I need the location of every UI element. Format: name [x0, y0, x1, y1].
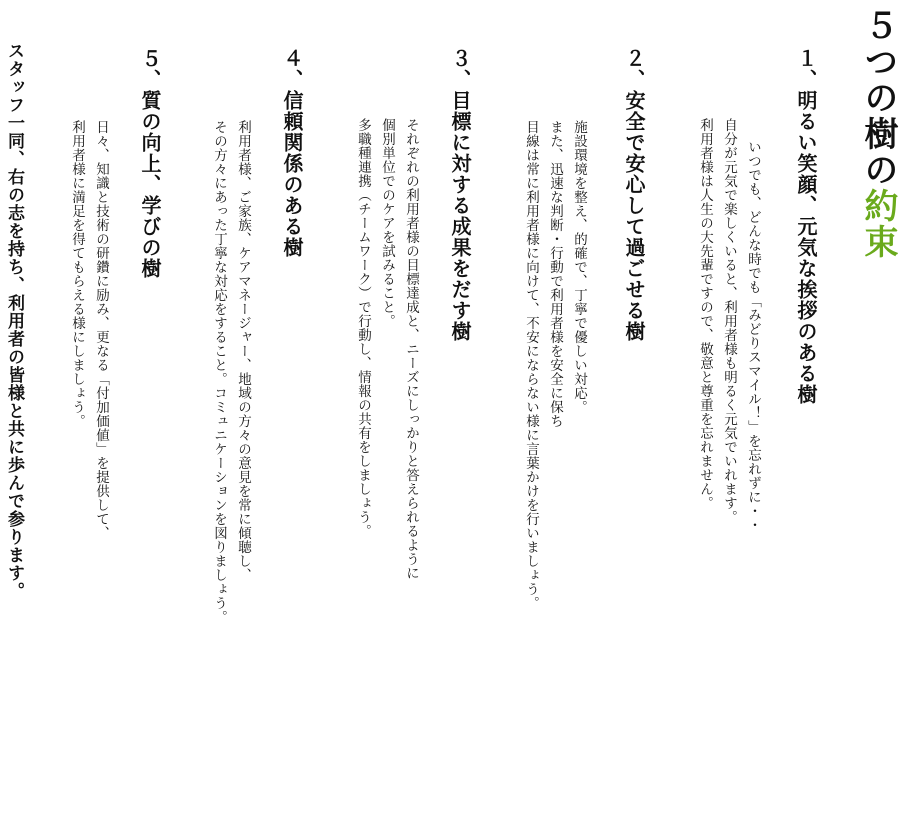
section-3-line-1: それぞれの利用者様の目標達成と、ニーズにしっかりと答えられるように: [403, 118, 419, 580]
section-4-heading: ４、信頼関係のある樹: [280, 48, 304, 258]
section-2-line-3: 目線は常に利用者様に向けて、不安にならない様に言葉かけを行いましょう。: [523, 120, 539, 610]
section-5-heading: ５、質の向上、学びの樹: [138, 48, 162, 279]
section-3-heading: ３、目標に対する成果をだす樹: [448, 48, 472, 342]
section-3-line-3: 多職種連携（チームワーク）で行動し、情報の共有をしましょう。: [355, 118, 371, 538]
section-3-line-2: 個別単位でのケアを試みること。: [379, 118, 395, 328]
section-2-heading: ２、安全で安心して過ごせる樹: [622, 48, 646, 342]
section-4-line-1: 利用者様、ご家族、ケアマネージャー、地域の方々の意見を常に傾聴し、: [235, 120, 251, 582]
section-5-line-2: 利用者様に満足を得てもらえる様にしましょう。: [69, 120, 85, 428]
title-accent: 約束: [858, 188, 898, 260]
section-4-line-2: その方々にあった丁寧な対応をすること。コミュニケーションを図りましょう。: [211, 120, 227, 624]
page-title: [854, 8, 903, 260]
title-prefix: ５つの樹の: [858, 8, 898, 188]
closing-statement: スタッフ一同、右の志を持ち、利用者の皆様と共に歩んで参ります。: [4, 42, 24, 600]
section-1-line-1: いつでも、どんな時でも「みどりスマイル！」を忘れずに・・: [745, 140, 761, 532]
section-5-line-1: 日々、知識と技術の研鑽に励み、更なる「付加価値」を提供して、: [93, 120, 109, 540]
section-1-line-3: 利用者様は人生の大先輩ですので、敬意と尊重を忘れません。: [697, 118, 713, 510]
section-1-line-2: 自分が元気で楽しくいると、利用者様も明るく元気でいれます。: [721, 118, 737, 524]
section-2-line-1: 施設環境を整え、的確で、丁寧で優しい対応。: [571, 120, 587, 414]
section-2-line-2: また、迅速な判断・行動で利用者様を安全に保ち: [547, 120, 563, 428]
section-1-heading: １、明るい笑顔、元気な挨拶のある樹: [794, 48, 818, 405]
